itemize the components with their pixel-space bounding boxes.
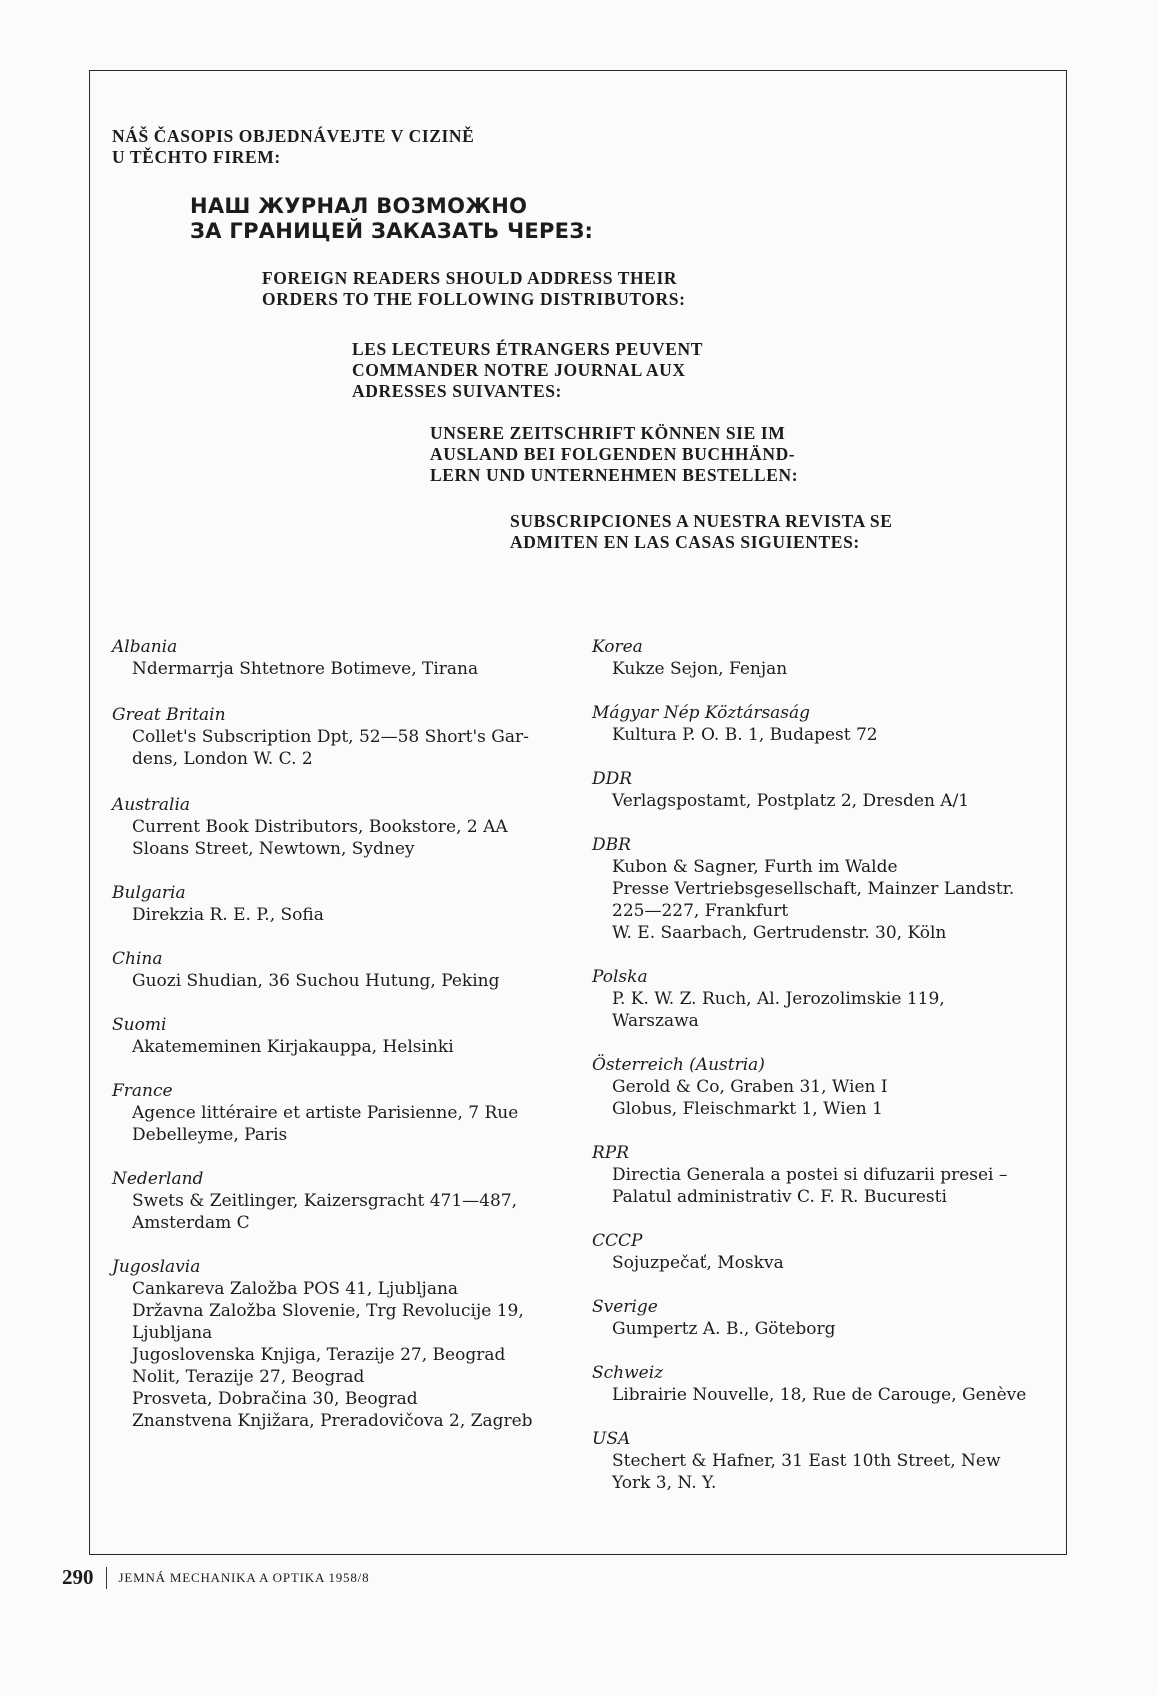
country-name: RPR [592,1143,630,1163]
distributor-address-line: Warszawa [612,1011,699,1031]
distributor-address-line: Državna Založba Slovenie, Trg Revolucije 19, [132,1301,524,1321]
distributor-address-line: Gumpertz A. B., Göteborg [612,1319,836,1339]
distributor-address-line: Ljubljana [132,1323,213,1343]
distributor-address-line: Verlagspostamt, Postplatz 2, Dresden A/1 [612,791,970,811]
country-name: Schweiz [592,1363,664,1383]
heading-line: COMMANDER NOTRE JOURNAL AUX [352,360,686,380]
distributor-address-line: W. E. Saarbach, Gertrudenstr. 30, Köln [612,923,947,943]
distributor-address-line: Swets & Zeitlinger, Kaizersgracht 471—487, [132,1191,518,1211]
distributor-address-line: Cankareva Založba POS 41, Ljubljana [132,1279,459,1299]
heading-czech [112,126,474,168]
country-name: Österreich (Austria) [592,1055,765,1075]
heading-german [430,423,798,486]
distributor-entry [592,1428,1044,1494]
country-name: Suomi [112,1015,167,1035]
distributor-address-line: Stechert & Hafner, 31 East 10th Street, New [612,1451,1001,1471]
distributor-address-line: Kukze Sejon, Fenjan [612,659,788,679]
distributor-address-line: Current Book Distributors, Bookstore, 2 AA [132,817,508,837]
country-name: Korea [592,637,643,657]
heading-line: ORDERS TO THE FOLLOWING DISTRIBUTORS: [262,289,686,309]
distributor-address-line: Ndermarrja Shtetnore Botimeve, Tirana [132,659,479,679]
heading-english [262,268,686,310]
heading-line: UNSERE ZEITSCHRIFT KÖNNEN SIE IM [430,423,786,443]
page-footer [62,1565,369,1590]
distributor-address-line: Kubon & Sagner, Furth im Walde [612,857,898,877]
distributor-entry [112,1256,564,1432]
distributor-address-line: Guozi Shudian, 36 Suchou Hutung, Peking [132,971,500,991]
heading-russian [190,194,593,244]
heading-line: LES LECTEURS ÉTRANGERS PEUVENT [352,339,704,359]
heading-line: AUSLAND BEI FOLGENDEN BUCHHÄND- [430,444,796,464]
country-name: DDR [592,769,633,789]
distributor-address-line: Kultura P. O. B. 1, Budapest 72 [612,725,878,745]
distributor-entry [112,636,564,680]
distributor-address-line: Sloans Street, Newtown, Sydney [132,839,415,859]
distributor-address-line: dens, London W. C. 2 [132,749,313,769]
distributor-entry [112,794,564,860]
distributor-entry [592,1362,1044,1406]
heading-line: LERN UND UNTERNEHMEN BESTELLEN: [430,465,799,485]
country-name: Great Britain [112,705,226,725]
distributor-entry [112,704,564,770]
distributor-entry [112,1014,564,1058]
country-name: Nederland [112,1169,204,1189]
distributor-entry [592,1054,1044,1120]
footer-divider [106,1567,107,1589]
distributor-address-line: Nolit, Terazije 27, Beograd [132,1367,365,1387]
distributor-address-line: Direkzia R. E. P., Sofia [132,905,324,925]
country-name: China [112,949,163,969]
distributor-address-line: Znanstvena Knjižara, Preradovičova 2, Zagreb [132,1411,533,1431]
country-name: USA [592,1429,631,1449]
distributor-address-line: Agence littéraire et artiste Parisienne, 7 Rue [132,1103,519,1123]
distributor-address-line: Jugoslovenska Knjiga, Terazije 27, Beograd [132,1345,506,1365]
distributor-address-line: Globus, Fleischmarkt 1, Wien 1 [612,1099,883,1119]
distributor-entry [112,1168,564,1234]
distributor-address-line: Sojuzpečať, Moskva [612,1253,784,1273]
country-name: France [112,1081,173,1101]
distributor-address-line: Amsterdam C [132,1213,250,1233]
heading-line: ADRESSES SUIVANTES: [352,381,562,401]
country-name: Mágyar Nép Köztársaság [592,703,811,723]
heading-line: FOREIGN READERS SHOULD ADDRESS THEIR [262,268,678,288]
distributor-entry [592,768,1044,812]
distributor-address-line: Palatul administrativ C. F. R. Bucuresti [612,1187,947,1207]
distributor-address-line: Presse Vertriebsgesellschaft, Mainzer Landstr. [612,879,1015,899]
distributor-entry [592,1230,1044,1274]
distributor-address-line: Librairie Nouvelle, 18, Rue de Carouge, Genève [612,1385,1027,1405]
heading-line: SUBSCRIPCIONES A NUESTRA REVISTA SE [510,511,893,531]
heading-line: ЗА ГРАНИЦЕЙ ЗАКАЗАТЬ ЧЕРЕЗ: [190,219,594,243]
distributor-address-line: Prosveta, Dobračina 30, Beograd [132,1389,418,1409]
distributor-address-line: P. K. W. Z. Ruch, Al. Jerozolimskie 119, [612,989,945,1009]
distributor-address-line: Directia Generala a postei si difuzarii presei – [612,1165,1008,1185]
country-name: Australia [112,795,191,815]
distributor-entry [592,636,1044,680]
journal-title: JEMNÁ MECHANIKA A OPTIKA 1958/8 [118,1569,370,1585]
heading-line: NÁŠ ČASOPIS OBJEDNÁVEJTE V CIZINĚ [112,126,475,146]
distributor-entry [592,1296,1044,1340]
country-name: Bulgaria [112,883,186,903]
distributor-entry [112,948,564,992]
country-name: Polska [592,967,648,987]
distributor-entry [592,834,1044,944]
heading-line: ADMITEN EN LAS CASAS SIGUIENTES: [510,532,860,552]
country-name: Albania [112,637,178,657]
country-name: DBR [592,835,631,855]
distributor-address-line: Collet's Subscription Dpt, 52—58 Short's Gar- [132,727,529,747]
distributor-entry [592,702,1044,746]
distributor-address-line: York 3, N. Y. [612,1473,717,1493]
distributor-address-line: Akatememinen Kirjakauppa, Helsinki [132,1037,454,1057]
distributor-entry [112,1080,564,1146]
country-name: Jugoslavia [112,1257,201,1277]
country-name: CCCP [592,1231,643,1251]
country-name: Sverige [592,1297,658,1317]
distributor-entry [592,1142,1044,1208]
heading-spanish [510,511,892,553]
distributor-address-line: Debelleyme, Paris [132,1125,288,1145]
distributors-left-column [112,614,564,1432]
distributor-address-line: Gerold & Co, Graben 31, Wien I [612,1077,888,1097]
distributor-entry [112,882,564,926]
distributor-address-line: 225—227, Frankfurt [612,901,789,921]
distributors-right-column [592,614,1044,1494]
heading-line: НАШ ЖУРНАЛ ВОЗМОЖНО [190,194,528,218]
heading-line: U TĚCHTO FIREM: [112,147,281,167]
heading-french [352,339,703,402]
page-number: 290 [62,1565,94,1589]
distributor-entry [592,966,1044,1032]
